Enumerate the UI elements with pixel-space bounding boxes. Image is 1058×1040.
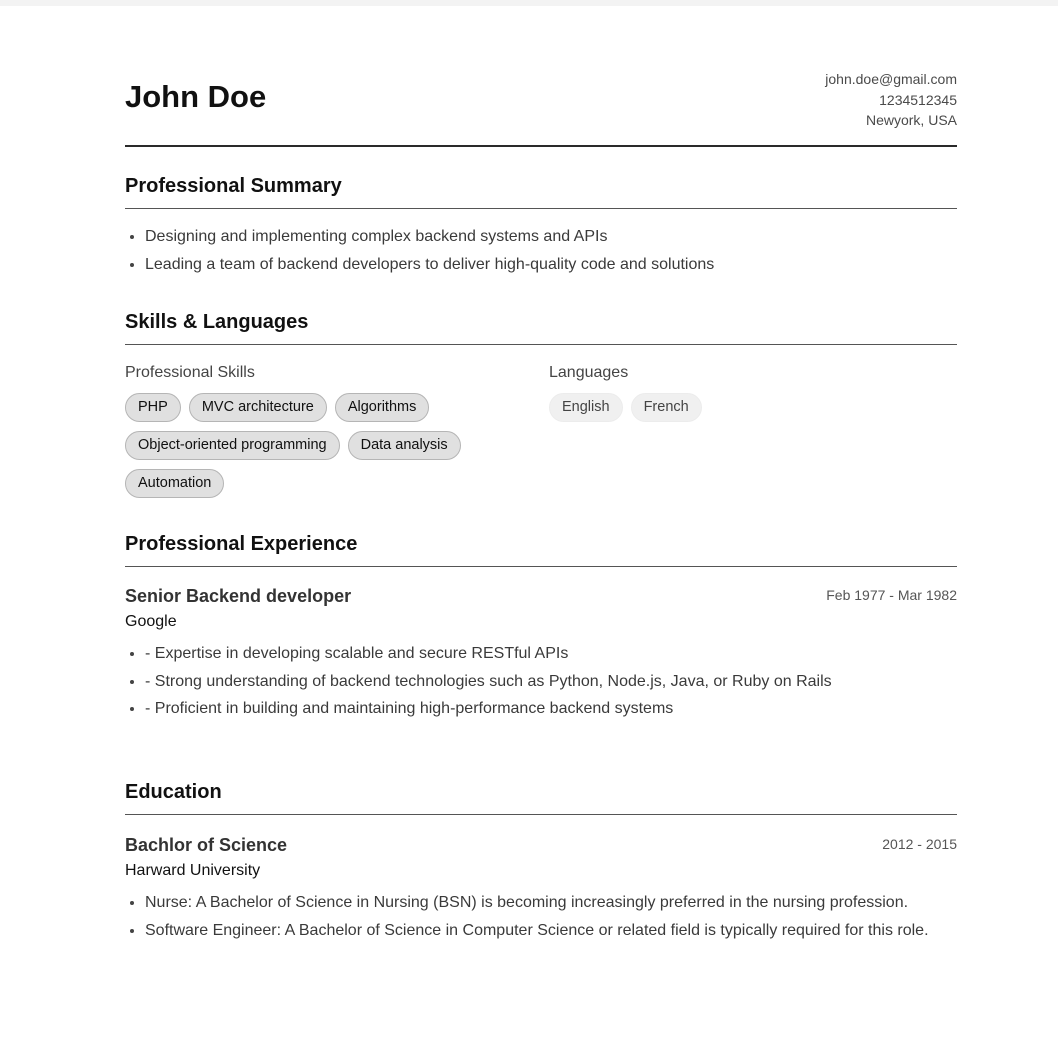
experience-entry: [125, 584, 957, 723]
experience-item: - Proficient in building and maintaining high-performance backend systems: [125, 695, 957, 723]
skills-label: Professional Skills: [125, 364, 255, 381]
school-name: Harward University: [125, 862, 261, 879]
skills-columns: [125, 345, 957, 495]
languages-label: Languages: [549, 364, 629, 381]
contact-email: john.doe@gmail.com: [825, 71, 957, 87]
job-title: Senior Backend developer: [125, 586, 352, 606]
language-chip: French: [631, 393, 702, 422]
skill-chips: [125, 393, 465, 498]
contact-info: [825, 69, 957, 131]
section-experience: [125, 530, 957, 723]
skill-chip: Automation: [125, 469, 224, 498]
language-chip: English: [549, 393, 623, 422]
languages-column: [549, 363, 949, 422]
candidate-name: John Doe: [125, 79, 267, 114]
resume-header: [125, 0, 957, 147]
skill-chip: Object-oriented programming: [125, 431, 340, 460]
education-item: Software Engineer: A Bachelor of Science in Computer Science or related field is typically required for this role.: [125, 917, 957, 945]
experience-item: - Expertise in developing scalable and secure RESTful APIs: [125, 640, 957, 668]
skill-chip: PHP: [125, 393, 181, 422]
education-entry: [125, 833, 957, 944]
job-dates: Feb 1977 - Mar 1982: [826, 587, 957, 603]
skill-chip: MVC architecture: [189, 393, 327, 422]
skill-chip: Data analysis: [348, 431, 461, 460]
section-summary: [125, 172, 957, 278]
section-title-education: Education: [125, 778, 957, 815]
skill-chip: Algorithms: [335, 393, 430, 422]
summary-list: [125, 223, 957, 278]
company-name: Google: [125, 613, 177, 630]
summary-item: Leading a team of backend developers to deliver high-quality code and solutions: [125, 251, 957, 279]
resume-page: [125, 0, 957, 939]
section-education: [125, 778, 957, 944]
contact-phone: 1234512345: [879, 91, 957, 108]
skills-column: [125, 363, 465, 498]
language-chips: [549, 393, 949, 422]
section-skills: [125, 308, 957, 495]
section-title-skills: Skills & Languages: [125, 308, 957, 345]
education-list: [125, 889, 957, 944]
experience-item: - Strong understanding of backend technologies such as Python, Node.js, Java, or Ruby on Rails: [125, 668, 957, 696]
education-dates: 2012 - 2015: [882, 836, 957, 852]
section-title-summary: Professional Summary: [125, 172, 957, 209]
education-item: Nurse: A Bachelor of Science in Nursing (BSN) is becoming increasingly preferred in the nursing profession.: [125, 889, 957, 917]
degree-title: Bachlor of Science: [125, 835, 288, 855]
section-title-experience: Professional Experience: [125, 530, 957, 567]
summary-item: Designing and implementing complex backend systems and APIs: [125, 223, 957, 251]
experience-list: [125, 640, 957, 723]
contact-location: Newyork, USA: [865, 112, 957, 128]
